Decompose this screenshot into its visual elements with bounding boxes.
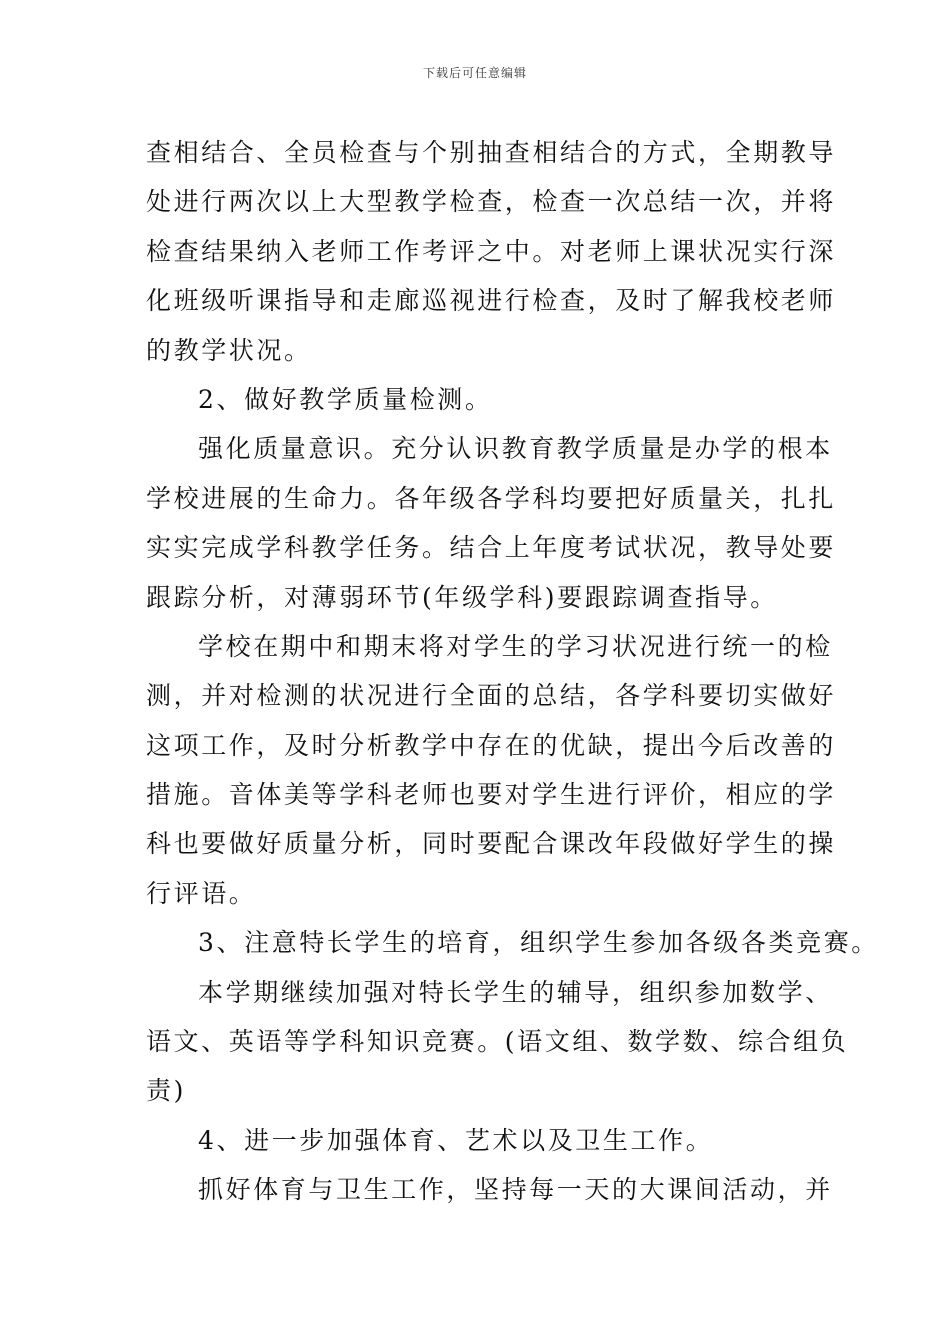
text-line: 测，并对检测的状况进行全面的总结，各学科要切实做好: [146, 681, 837, 711]
text-line: 强化质量意识。充分认识教育教学质量是办学的根本: [198, 434, 833, 464]
text-line: 查相结合、全员检查与个别抽查相结合的方式，全期教导: [146, 138, 837, 167]
text-line: 语文、英语等学科知识竞赛。(语文组、数学数、综合组负: [146, 1027, 849, 1057]
text-line: 措施。音体美等学科老师也要对学生进行评价，相应的学: [146, 780, 837, 810]
section-heading: 3、注意特长学生的培育，组织学生参加各级各类竞赛。: [198, 928, 879, 958]
text-line: 本学期继续加强对特长学生的辅导，组织参加数学、: [198, 977, 833, 1007]
page-header: 下载后可任意编辑: [422, 66, 527, 80]
document-body: [146, 128, 879, 1215]
text-line: 科也要做好质量分析，同时要配合课改年段做好学生的操: [146, 829, 837, 859]
text-line: 学校进展的生命力。各年级各学科均要把好质量关，扎扎: [146, 483, 837, 513]
section-heading: 4、进一步加强体育、艺术以及卫生工作。: [198, 1125, 714, 1155]
section-heading: 2、做好教学质量检测。: [198, 384, 493, 414]
text-line: 责): [146, 1076, 186, 1106]
text-line: 检查结果纳入老师工作考评之中。对老师上课状况实行深: [146, 236, 837, 266]
text-line: 学校在期中和期末将对学生的学习状况进行统一的检: [198, 631, 833, 661]
text-line: 处进行两次以上大型教学检查，检查一次总结一次，并将: [146, 187, 837, 217]
text-line: 行评语。: [146, 878, 257, 908]
text-line: 化班级听课指导和走廊巡视进行检查，及时了解我校老师: [146, 286, 837, 316]
text-line: 实实完成学科教学任务。结合上年度考试状况，教导处要: [146, 533, 837, 563]
text-line: 这项工作，及时分析教学中存在的优缺，提出今后改善的: [146, 730, 837, 760]
text-line: 抓好体育与卫生工作，坚持每一天的大课间活动，并: [198, 1175, 833, 1205]
text-line: 的教学状况。: [146, 335, 312, 365]
text-line: 跟踪分析，对薄弱环节(年级学科)要跟踪调查指导。: [146, 582, 778, 612]
